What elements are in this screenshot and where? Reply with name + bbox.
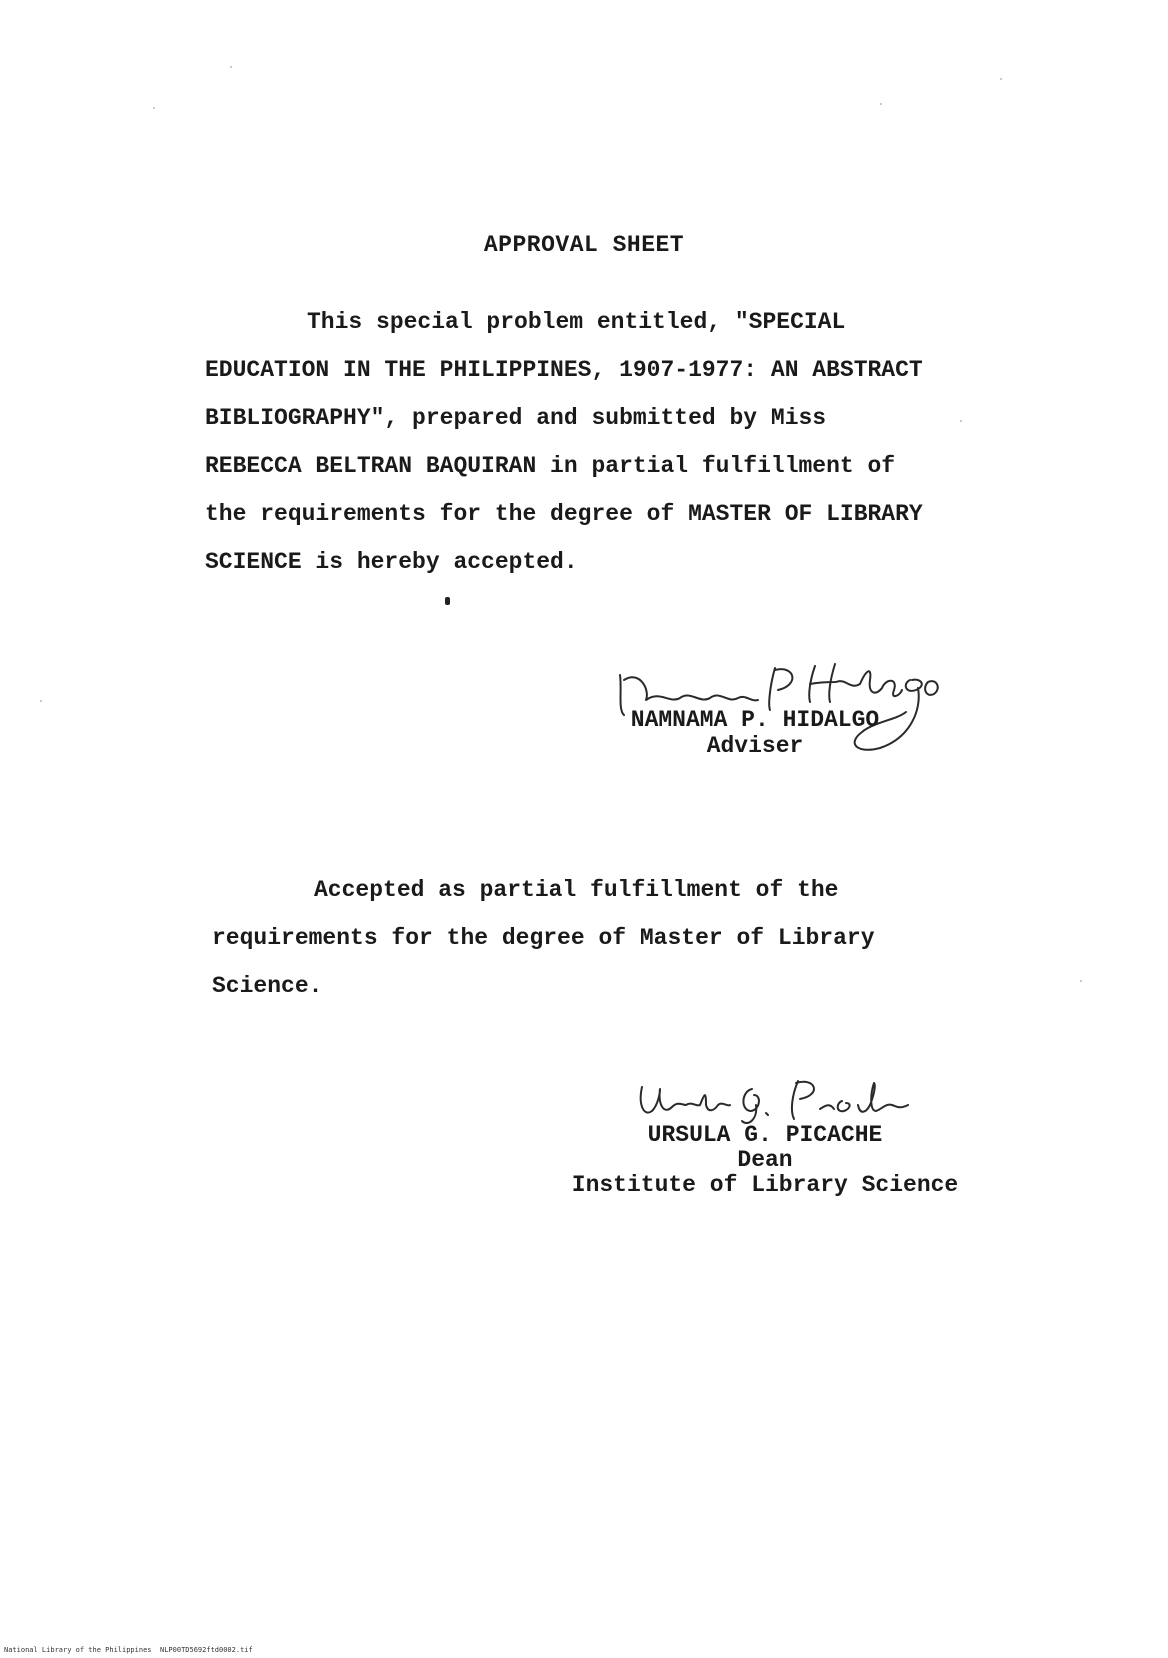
scan-speck (153, 107, 155, 109)
paragraph-line: Accepted as partial fulfillment of the (314, 877, 839, 903)
dean-role: Dean (737, 1147, 793, 1173)
paragraph-line: Science. (212, 973, 323, 999)
scan-speck (40, 700, 42, 702)
paragraph-line: SCIENCE is hereby accepted. (205, 549, 578, 575)
adviser-role: Adviser (706, 733, 804, 759)
footer-filename: NLP00TD5692ftd0002.tif (160, 1646, 253, 1654)
paragraph-line: BIBLIOGRAPHY", prepared and submitted by Miss (205, 405, 827, 431)
paragraph-line: EDUCATION IN THE PHILIPPINES, 1907-1977: AN ABSTRACT (205, 357, 923, 383)
paragraph-line: requirements for the degree of Master of Library (212, 925, 875, 951)
scan-speck (230, 66, 232, 68)
acceptance-paragraph (212, 866, 1002, 1010)
dean-signature-block (555, 1123, 975, 1198)
ink-mark (445, 597, 450, 605)
adviser-name: NAMNAMA P. HIDALGO (630, 707, 880, 733)
footer-source: National Library of the Philippines (4, 1646, 152, 1654)
approval-paragraph (205, 298, 995, 586)
paragraph-line: REBECCA BELTRAN BAQUIRAN in partial fulfillment of (205, 453, 896, 479)
paragraph-line: This special problem entitled, "SPECIAL (307, 309, 846, 335)
scan-speck (1080, 980, 1082, 982)
dean-institution: Institute of Library Science (571, 1172, 959, 1198)
adviser-signature-block (610, 707, 900, 759)
scan-speck (1000, 78, 1002, 80)
paragraph-line: the requirements for the degree of MASTER OF LIBRARY (205, 501, 923, 527)
scan-speck (960, 420, 962, 422)
scan-speck (880, 103, 882, 105)
page-title: APPROVAL SHEET (483, 232, 685, 258)
dean-name: URSULA G. PICACHE (647, 1122, 883, 1148)
